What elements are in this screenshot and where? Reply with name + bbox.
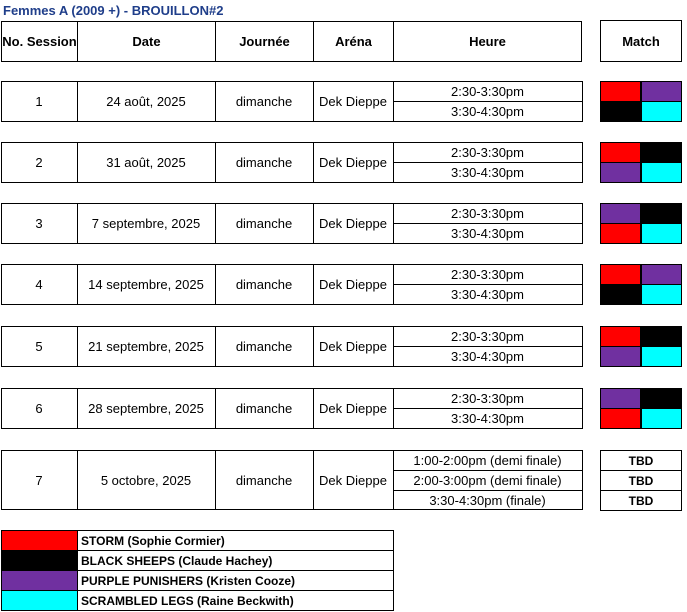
session-day: dimanche — [235, 339, 293, 354]
time-slot: 3:30-4:30pm — [451, 226, 524, 241]
legend-swatch — [1, 550, 78, 571]
match-team-swatch — [600, 162, 641, 183]
header-date: Date — [77, 21, 216, 62]
session-day: dimanche — [235, 94, 293, 109]
match-team-swatch — [600, 81, 641, 102]
header-session: No. Session — [1, 21, 78, 62]
time-slot: 2:30-3:30pm — [451, 206, 524, 221]
time-slot: 3:30-4:30pm — [451, 165, 524, 180]
time-slot: 3:30-4:30pm — [451, 104, 524, 119]
legend-label: STORM (Sophie Cormier) — [81, 533, 225, 548]
session-date: 21 septembre, 2025 — [88, 339, 204, 354]
session-arena: Dek Dieppe — [319, 155, 387, 170]
session-number: 6 — [35, 401, 43, 416]
legend-label: BLACK SHEEPS (Claude Hachey) — [81, 553, 273, 568]
time-slot: 2:00-3:00pm (demi finale) — [413, 472, 562, 488]
time-slot: 2:30-3:30pm — [451, 391, 524, 406]
session-number: 3 — [35, 216, 43, 231]
match-team-swatch — [641, 388, 682, 409]
session-number: 7 — [35, 472, 43, 488]
time-slot: 2:30-3:30pm — [451, 145, 524, 160]
sheet-title: Femmes A (2009 +) - BROUILLON#2 — [3, 3, 224, 18]
match-team-swatch — [600, 284, 641, 305]
match-team-swatch — [600, 203, 641, 224]
session-date: 24 août, 2025 — [106, 94, 186, 109]
session-day: dimanche — [235, 277, 293, 292]
session-arena: Dek Dieppe — [319, 216, 387, 231]
session-arena: Dek Dieppe — [319, 94, 387, 109]
session-arena: Dek Dieppe — [319, 339, 387, 354]
match-team-swatch — [641, 223, 682, 244]
session-arena: Dek Dieppe — [319, 472, 387, 488]
legend-label: PURPLE PUNISHERS (Kristen Cooze) — [81, 573, 296, 588]
time-slot: 2:30-3:30pm — [451, 267, 524, 282]
match-team-swatch — [641, 81, 682, 102]
match-team-swatch — [600, 264, 641, 285]
match-team-swatch — [641, 101, 682, 122]
match-team-swatch — [641, 162, 682, 183]
time-slot: 2:30-3:30pm — [451, 329, 524, 344]
match-team-swatch — [641, 203, 682, 224]
header-time: Heure — [393, 21, 582, 62]
header-arena: Aréna — [313, 21, 394, 62]
session-number: 1 — [35, 94, 43, 109]
match-team-swatch — [600, 346, 641, 367]
session-date: 31 août, 2025 — [106, 155, 186, 170]
time-slot: 3:30-4:30pm — [451, 411, 524, 426]
time-slot: 3:30-4:30pm — [451, 349, 524, 364]
legend-swatch — [1, 530, 78, 551]
legend-swatch — [1, 590, 78, 611]
session-number: 2 — [35, 155, 43, 170]
session-day: dimanche — [235, 472, 293, 488]
legend-label: SCRAMBLED LEGS (Raine Beckwith) — [81, 593, 294, 608]
session-day: dimanche — [235, 401, 293, 416]
match-team-swatch — [641, 326, 682, 347]
time-slot: 3:30-4:30pm — [451, 287, 524, 302]
session-day: dimanche — [235, 216, 293, 231]
session-number: 4 — [35, 277, 43, 292]
match-team-swatch — [600, 326, 641, 347]
match-team-swatch — [641, 142, 682, 163]
session-date: 5 octobre, 2025 — [100, 472, 192, 488]
match-tbd: TBD — [600, 470, 682, 491]
session-date: 28 septembre, 2025 — [88, 401, 204, 416]
match-team-swatch — [600, 101, 641, 122]
time-slot: 3:30-4:30pm (finale) — [429, 492, 546, 508]
header-match: Match — [600, 20, 682, 62]
session-day: dimanche — [235, 155, 293, 170]
match-team-swatch — [600, 408, 641, 429]
time-slot: 1:00-2:00pm (demi finale) — [413, 452, 562, 468]
match-tbd: TBD — [600, 490, 682, 511]
match-team-swatch — [600, 388, 641, 409]
session-arena: Dek Dieppe — [319, 401, 387, 416]
match-tbd: TBD — [600, 450, 682, 471]
session-arena: Dek Dieppe — [319, 277, 387, 292]
match-team-swatch — [600, 142, 641, 163]
session-date: 7 septembre, 2025 — [91, 216, 201, 231]
legend-swatch — [1, 570, 78, 591]
match-team-swatch — [641, 264, 682, 285]
session-date: 14 septembre, 2025 — [88, 277, 204, 292]
time-slot: 2:30-3:30pm — [451, 84, 524, 99]
match-team-swatch — [600, 223, 641, 244]
match-team-swatch — [641, 346, 682, 367]
match-team-swatch — [641, 408, 682, 429]
header-day: Journée — [215, 21, 314, 62]
session-number: 5 — [35, 339, 43, 354]
match-team-swatch — [641, 284, 682, 305]
